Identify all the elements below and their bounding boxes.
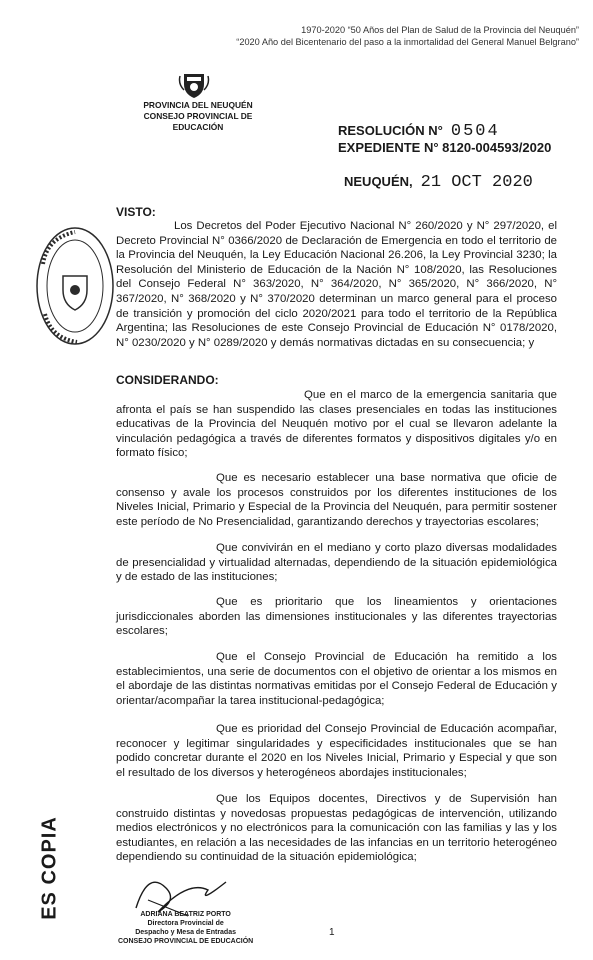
document-header — [236, 24, 579, 48]
provincial-crest-icon — [178, 70, 210, 100]
signature-block — [118, 910, 253, 946]
considerando-paragraph-7: Que los Equipos docentes, Directivos y de Supervisión han construido distintas y novedosas propuestas pedagógicas de intervención, utilizando medios electrónicos y no electrónicos para la comunicación con las familias y las y los estudiantes, en relación a las necesidades de las infancias en un territorio heterogéneo dependiendo su continuidad de la situación epidemiológica; — [116, 793, 557, 864]
es-copia-stamp: ES COPIA — [38, 816, 61, 920]
date-value: 21 OCT 2020 — [420, 173, 533, 192]
considerando-paragraph-1: Que en el marco de la emergencia sanitaria que afronta el país se han suspendido las clases presenciales en todas las instituciones educativas de la Provincia del Neuquén motivo por el cual se llevaron adelante la vinculación pedagógica a través de diferentes formatos y dispositivos digitales y/o en formato físico; — [116, 389, 557, 460]
org-line-1: PROVINCIA DEL NEUQUÉN — [143, 100, 253, 110]
considerando-heading: CONSIDERANDO: — [116, 373, 219, 387]
signer-name: ADRIANA BEATRIZ PORTO — [140, 911, 231, 918]
considerando-paragraph-3: Que convivirán en el mediano y corto plazo diversas modalidades de presencialidad y virtualidad alternadas, dependiendo de la situación epidemiológica y de estado de las instituciones; — [116, 542, 557, 584]
official-seal — [33, 224, 117, 348]
resolution-number: 0504 — [450, 122, 500, 141]
date-place: NEUQUÉN, — [344, 174, 413, 189]
considerando-paragraph-5: Que el Consejo Provincial de Educación ha remitido a los establecimientos, una serie de documentos con el objetivo de orientar a los mismos en el abordaje de las distintas normativas emitidas por el Consejo Federal de Educación y orientar/acompañar la tarea institucional-pedagógica; — [116, 651, 557, 707]
considerando-paragraph-2: Que es necesario establecer una base normativa que oficie de consenso y avale los procesos construidos por los diferentes instituciones de los Niveles Inicial, Primario y Especial de la Provincia del Neuquén, para permitir sostener este período de No Presencialidad, garantizando derechos y trayectorias escolares; — [116, 472, 557, 528]
org-line-2: CONSEJO PROVINCIAL DE EDUCACIÓN — [143, 111, 253, 132]
considerando-paragraph-6: Que es prioridad del Consejo Provincial de Educación acompañar, reconocer y legitimar singularidades y especificidades institucionales que se han podido concretar durante el 2020 en los Niveles Inicial, Primario y Especial y que son el resultado de los diversos y heterogéneos abordajes institucionales; — [116, 723, 557, 779]
page-number: 1 — [329, 927, 335, 938]
signer-title-3: CONSEJO PROVINCIAL DE EDUCACIÓN — [118, 938, 254, 945]
visto-heading: VISTO: — [116, 205, 156, 219]
resolution-block — [338, 123, 551, 156]
date-line — [344, 173, 533, 192]
considerando-paragraph-4: Que es prioritario que los lineamientos y orientaciones jurisdiccionales aborden las dimensiones institucionales y las diferentes trayectorias escolares; — [116, 596, 557, 638]
organization-name — [118, 100, 278, 133]
visto-paragraph: Los Decretos del Poder Ejecutivo Nacional N° 260/2020 y N° 297/2020, el Decreto Provincial N° 0366/2020 de Declaración de Emergencia en todo el territorio de la Provincia del Neuquén, la Ley Educación Nacional 26.206, la Ley Provincial 3230; la Resolución del Ministerio de Educación de la Nación N° 108/2020, las Resoluciones del Consejo Federal N° 363/2020, N° 364/2020, N° 365/2020, N° 366/2020, N° 367/2020, N° 368/2020 y N° 370/2020 determinan un marco general para el proceso de transición y promoción del ciclo 2020/2021 para todo el territorio de la República Argentina; las Resoluciones de este Consejo Provincial de Educación N° 0178/2020, N° 0230/2020 y N° 0289/2020 y demás normativas dictadas en su consecuencia; y — [116, 220, 557, 349]
header-line-2: “2020 Año del Bicentenario del paso a la inmortalidad del General Manuel Belgrano” — [236, 37, 579, 47]
header-line-1: 1970-2020 “50 Años del Plan de Salud de la Provincia del Neuquén” — [301, 25, 579, 35]
expediente-number: EXPEDIENTE N° 8120-004593/2020 — [338, 140, 552, 155]
signer-title-2: Despacho y Mesa de Entradas — [135, 929, 236, 936]
resolution-label: RESOLUCIÓN N° — [338, 123, 443, 138]
signer-title-1: Directora Provincial de — [147, 920, 224, 927]
